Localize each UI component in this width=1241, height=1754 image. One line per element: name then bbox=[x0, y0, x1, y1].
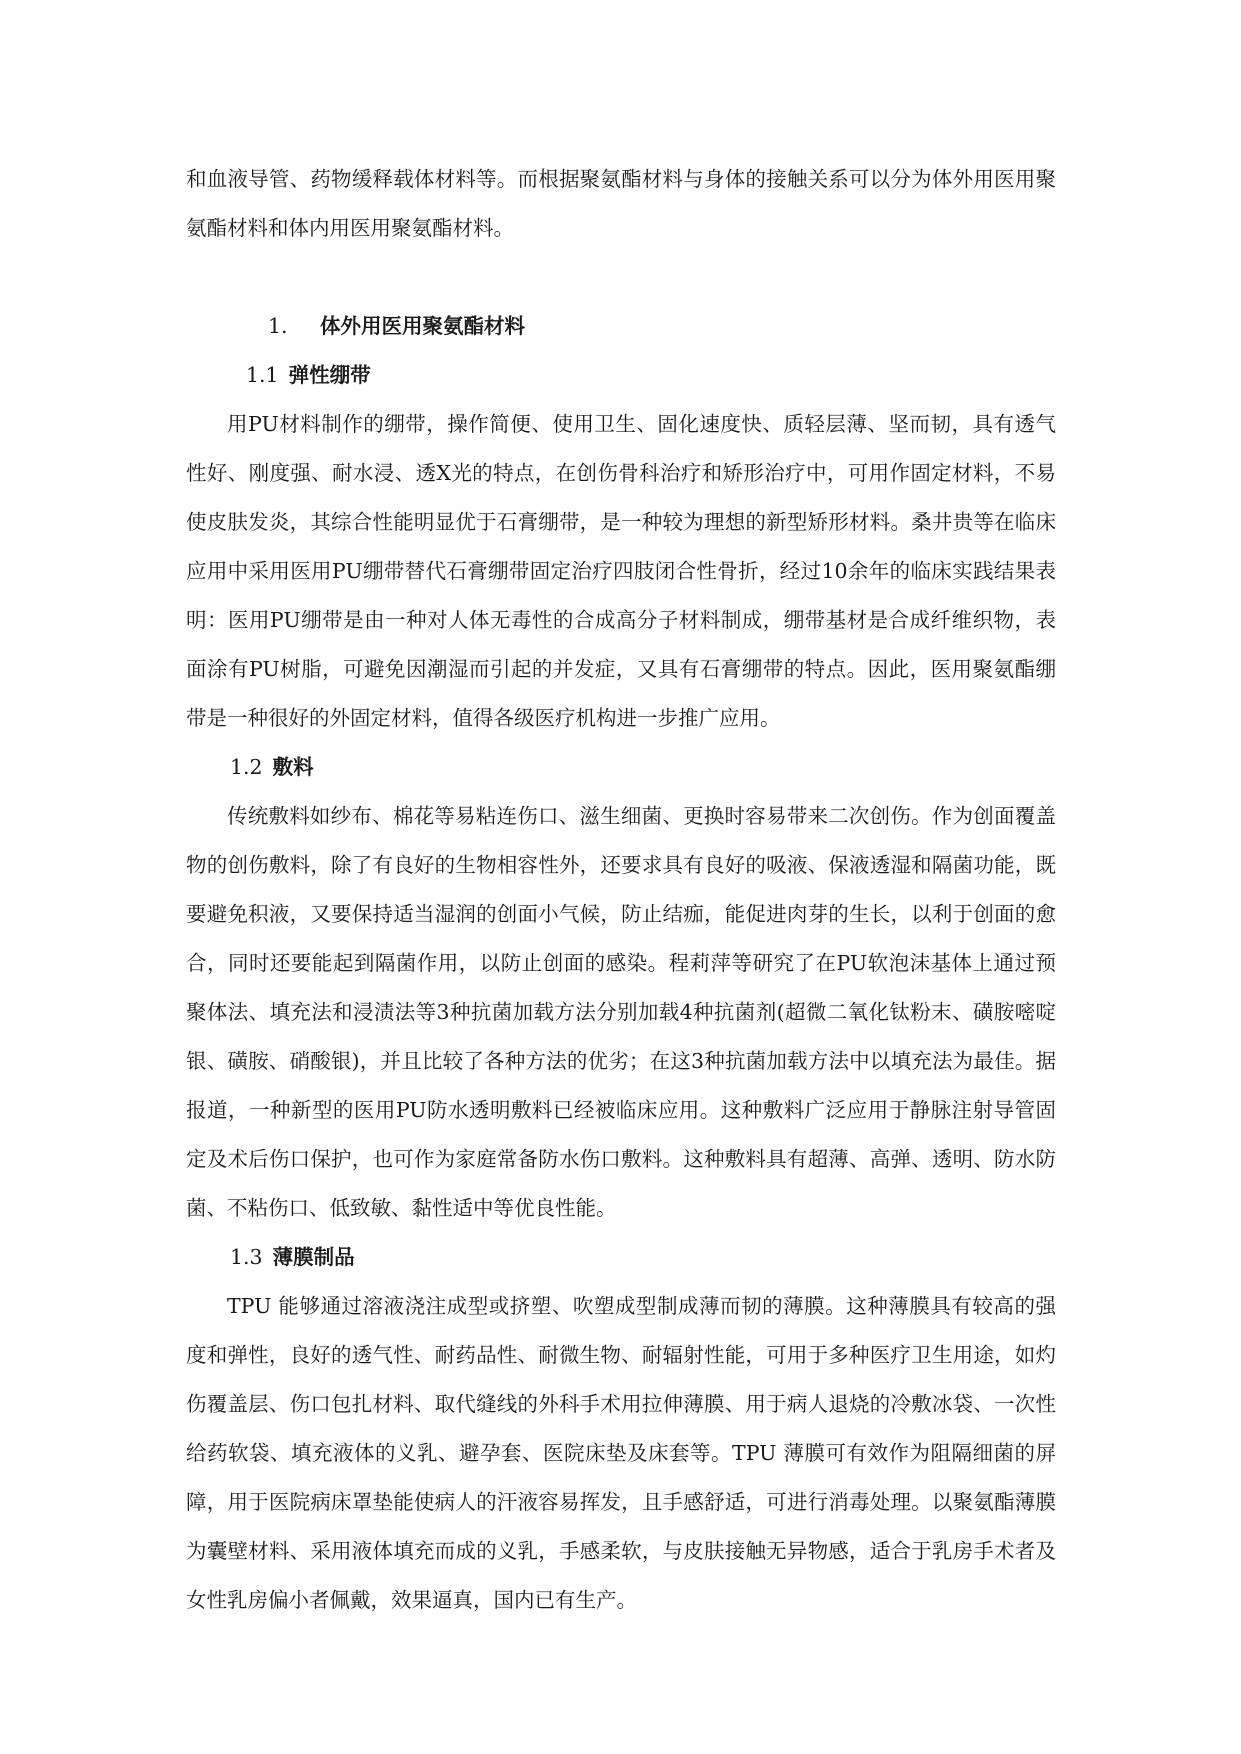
subsection-paragraph-1-3: TPU 能够通过溶液浇注成型或挤塑、吹塑成型制成薄而韧的薄膜。这种薄膜具有较高的强度和弹性，良好的透气性、耐药品性、耐微生物、耐辐射性能，可用于多种医疗卫生用途，如灼伤覆盖层、伤口包扎材料、取代缝线的外科手术用拉伸薄膜、用于病人退烧的冷敷冰袋、一次性给药软袋、填充液体的义乳、避孕套、医院床垫及床套等。TPU 薄膜可有效作为阻隔细菌的屏障，用于医院病床罩垫能使病人的汗液容易挥发，且手感舒适，可进行消毒处理。以聚氨酯薄膜为囊壁材料、采用液体填充而成的义乳，手感柔软，与皮肤接触无异物感，适合于乳房手术者及女性乳房偏小者佩戴，效果逼真，国内已有生产。 bbox=[186, 1294, 1056, 1612]
subsection-paragraph-1-2: 传统敷料如纱布、棉花等易粘连伤口、滋生细菌、更换时容易带来二次创伤。作为创面覆盖物的创伤敷料，除了有良好的生物相容性外，还要求具有良好的吸液、保液透湿和隔菌功能，既要避免积液，又要保持适当湿润的创面小气候，防止结痂，能促进肉芽的生长，以利于创面的愈合，同时还要能起到隔菌作用，以防止创面的感染。程莉萍等研究了在PU软泡沫基体上通过预聚体法、填充法和浸渍法等3种抗菌加载方法分别加载4种抗菌剂(超微二氧化钛粉末、磺胺嘧啶银、磺胺、硝酸银)，并且比较了各种方法的优劣；在这3种抗菌加载方法中以填充法为最佳。据报道，一种新型的医用PU防水透明敷料已经被临床应用。这种敷料广泛应用于静脉注射导管固定及术后伤口保护，也可作为家庭常备防水伤口敷料。这种敷料具有超薄、高弹、透明、防水防菌、不粘伤口、低致敏、黏性适中等优良性能。 bbox=[186, 804, 1056, 1220]
subsection-heading-1-3 bbox=[186, 1233, 1056, 1282]
subsection-paragraph-1-1: 用PU材料制作的绷带，操作简便、使用卫生、固化速度快、质轻层薄、坚而韧，具有透气性好、刚度强、耐水浸、透X光的特点，在创伤骨科治疗和矫形治疗中，可用作固定材料，不易使皮肤发炎，其综合性能明显优于石膏绷带，是一种较为理想的新型矫形材料。桑井贵等在临床应用中采用医用PU绷带替代石膏绷带固定治疗四肢闭合性骨折，经过10余年的临床实践结果表明：医用PU绷带是由一种对人体无毒性的合成高分子材料制成，绷带基材是合成纤维织物，表面涂有PU树脂，可避免因潮湿而引起的并发症，又具有石膏绷带的特点。因此，医用聚氨酯绷带是一种很好的外固定材料，值得各级医疗机构进一步推广应用。 bbox=[186, 412, 1056, 730]
subsection-heading-1-1 bbox=[186, 351, 1056, 400]
subsection-number: 1.3 bbox=[230, 1245, 263, 1269]
subsection-number: 1.1 bbox=[246, 363, 279, 387]
subsection-title: 弹性绷带 bbox=[288, 363, 371, 387]
section-spacer bbox=[186, 253, 1056, 302]
subsection-number: 1.2 bbox=[230, 755, 263, 779]
intro-paragraph: 和血液导管、药物缓释载体材料等。而根据聚氨酯材料与身体的接触关系可以分为体外用医用聚氨酯材料和体内用医用聚氨酯材料。 bbox=[186, 167, 1056, 240]
subsection-title: 薄膜制品 bbox=[272, 1245, 355, 1269]
section-heading-1 bbox=[186, 302, 1056, 351]
document-page bbox=[186, 155, 1056, 1625]
subsection-heading-1-2 bbox=[186, 743, 1056, 792]
section-number: 1. bbox=[268, 314, 288, 338]
section-title: 体外用医用聚氨酯材料 bbox=[320, 314, 525, 338]
subsection-title: 敷料 bbox=[272, 755, 314, 779]
